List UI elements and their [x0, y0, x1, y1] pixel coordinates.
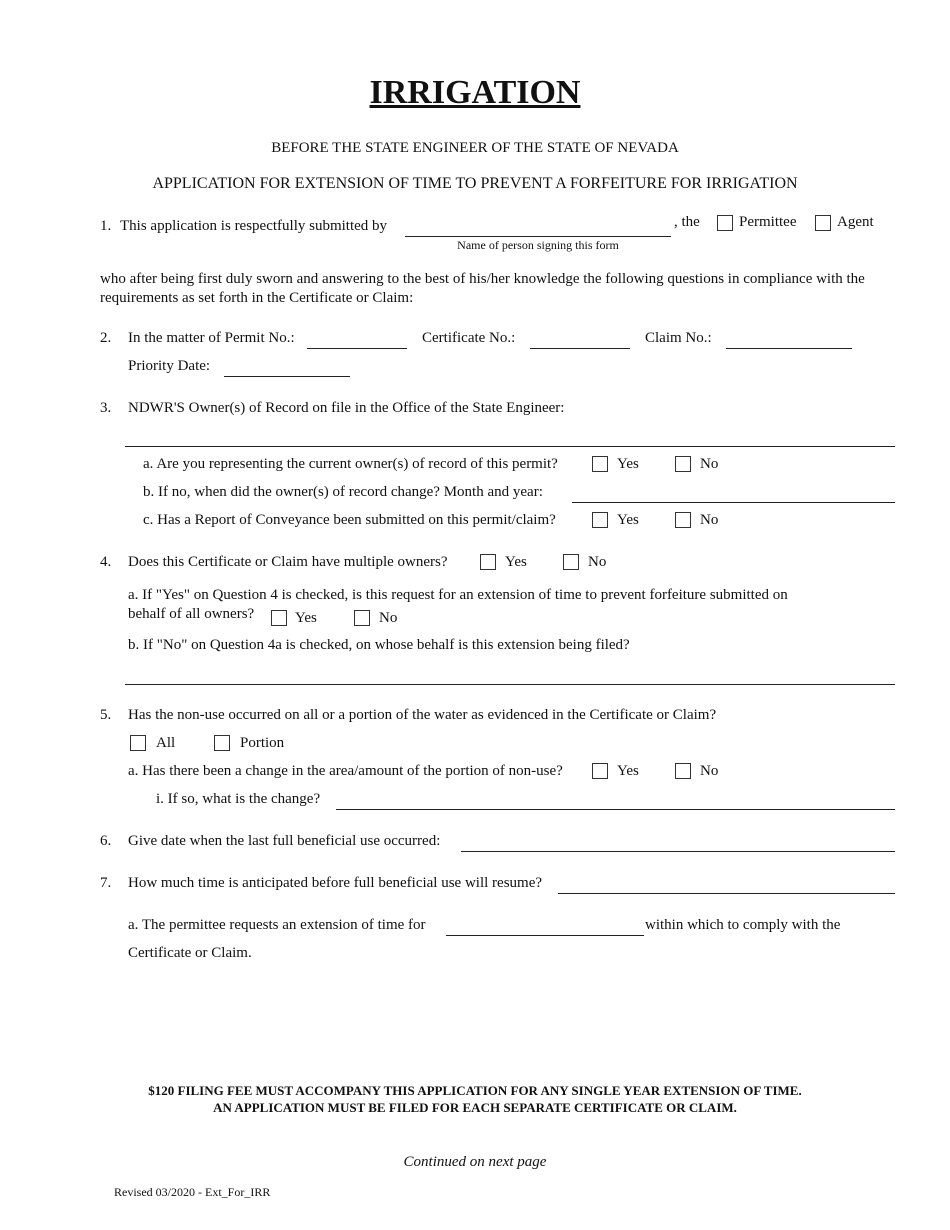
- permit-no-label: In the matter of Permit No.:: [128, 330, 295, 346]
- q4b-text: b. If "No" on Question 4a is checked, on whose behalf is this extension being filed?: [128, 637, 630, 653]
- all-checkbox[interactable]: [130, 735, 146, 751]
- portion-checkbox[interactable]: [214, 735, 230, 751]
- revision-note: Revised 03/2020 - Ext_For_IRR: [114, 1185, 271, 1199]
- priority-date-field[interactable]: [224, 376, 350, 377]
- q2-number: 2.: [100, 330, 112, 346]
- claim-no-field[interactable]: [726, 348, 852, 349]
- q3-text: NDWR'S Owner(s) of Record on file in the Office of the State Engineer:: [128, 400, 565, 416]
- q3a-no-checkbox[interactable]: [675, 456, 691, 472]
- q4a-no-label: No: [379, 610, 398, 626]
- extension-time-field[interactable]: [446, 935, 644, 936]
- intro-paragraph: who after being first duly sworn and answering to the best of his/her knowledge the following questions in compliance with the requirements as set forth in the Certificate or Claim:: [100, 271, 865, 306]
- q3-number: 3.: [100, 400, 112, 416]
- form-title: APPLICATION FOR EXTENSION OF TIME TO PREVENT A FORFEITURE FOR IRRIGATION: [152, 175, 798, 192]
- owner-of-record-field[interactable]: [125, 446, 895, 447]
- q3b-text: b. If no, when did the owner(s) of record change? Month and year:: [143, 484, 543, 500]
- anticipated-time-field[interactable]: [558, 893, 895, 894]
- q4-no-checkbox[interactable]: [563, 554, 579, 570]
- q7-text: How much time is anticipated before full beneficial use will resume?: [128, 875, 543, 891]
- q4a-yes-label: Yes: [295, 610, 317, 626]
- q3c-yes-checkbox[interactable]: [592, 512, 608, 528]
- q5-text: Has the non-use occurred on all or a portion of the water as evidenced in the Certificate or Claim?: [128, 707, 717, 723]
- q3a-yes-label: Yes: [617, 456, 639, 472]
- q4a-text-line2: behalf of all owners?: [128, 606, 255, 622]
- q7a-text-line2: Certificate or Claim.: [128, 945, 252, 961]
- q5-number: 5.: [100, 707, 112, 723]
- page-title: IRRIGATION: [369, 74, 581, 111]
- q1-the: , the: [674, 214, 700, 230]
- q4a-text-line1: a. If "Yes" on Question 4 is checked, is this request for an extension of time to prevent forfeiture submitted on: [128, 587, 788, 603]
- q4-text: Does this Certificate or Claim have multiple owners?: [128, 554, 448, 570]
- separate-application-notice: AN APPLICATION MUST BE FILED FOR EACH SEPARATE CERTIFICATE OR CLAIM.: [213, 1100, 737, 1115]
- q1-number: 1.: [100, 218, 112, 234]
- priority-date-label: Priority Date:: [128, 358, 211, 374]
- q3c-text: c. Has a Report of Conveyance been submitted on this permit/claim?: [143, 512, 556, 528]
- certificate-no-label: Certificate No.:: [422, 330, 516, 346]
- q3c-no-label: No: [700, 512, 719, 528]
- q5a-no-label: No: [700, 763, 719, 779]
- q4a-yes-checkbox[interactable]: [271, 610, 287, 626]
- q6-number: 6.: [100, 833, 112, 849]
- all-label: All: [156, 735, 176, 751]
- permittee-checkbox[interactable]: [717, 215, 733, 231]
- q3c-no-checkbox[interactable]: [675, 512, 691, 528]
- extension-behalf-field[interactable]: [125, 684, 895, 685]
- q5i-text: i. If so, what is the change?: [156, 791, 321, 807]
- q3c-yes-label: Yes: [617, 512, 639, 528]
- q5a-no-checkbox[interactable]: [675, 763, 691, 779]
- q6-text: Give date when the last full beneficial use occurred:: [128, 833, 441, 849]
- change-description-field[interactable]: [336, 809, 895, 810]
- continued-note: Continued on next page: [403, 1154, 547, 1170]
- portion-label: Portion: [240, 735, 285, 751]
- agent-label: Agent: [837, 214, 874, 230]
- q5a-text: a. Has there been a change in the area/amount of the portion of non-use?: [128, 763, 563, 779]
- q4-yes-checkbox[interactable]: [480, 554, 496, 570]
- q4-yes-label: Yes: [505, 554, 527, 570]
- claim-no-label: Claim No.:: [645, 330, 712, 346]
- q4-number: 4.: [100, 554, 112, 570]
- q7a-text-pre: a. The permittee requests an extension of time for: [128, 917, 426, 933]
- q1-text: This application is respectfully submitted by: [120, 218, 388, 234]
- q3a-yes-checkbox[interactable]: [592, 456, 608, 472]
- q4-no-label: No: [588, 554, 607, 570]
- signer-name-field[interactable]: [405, 236, 671, 237]
- q7a-text-post: within which to comply with the: [645, 917, 841, 933]
- q3a-text: a. Are you representing the current owner(s) of record of this permit?: [143, 456, 558, 472]
- q5a-yes-checkbox[interactable]: [592, 763, 608, 779]
- signer-name-caption: Name of person signing this form: [457, 238, 619, 252]
- subtitle: BEFORE THE STATE ENGINEER OF THE STATE OF NEVADA: [271, 140, 679, 156]
- permit-no-field[interactable]: [307, 348, 407, 349]
- agent-checkbox[interactable]: [815, 215, 831, 231]
- filing-fee-notice: $120 FILING FEE MUST ACCOMPANY THIS APPLICATION FOR ANY SINGLE YEAR EXTENSION OF TIME.: [148, 1083, 802, 1098]
- q3a-no-label: No: [700, 456, 719, 472]
- certificate-no-field[interactable]: [530, 348, 630, 349]
- q7-number: 7.: [100, 875, 112, 891]
- owner-change-date-field[interactable]: [572, 502, 895, 503]
- q5a-yes-label: Yes: [617, 763, 639, 779]
- q4a-no-checkbox[interactable]: [354, 610, 370, 626]
- last-use-date-field[interactable]: [461, 851, 895, 852]
- permittee-label: Permittee: [739, 214, 797, 230]
